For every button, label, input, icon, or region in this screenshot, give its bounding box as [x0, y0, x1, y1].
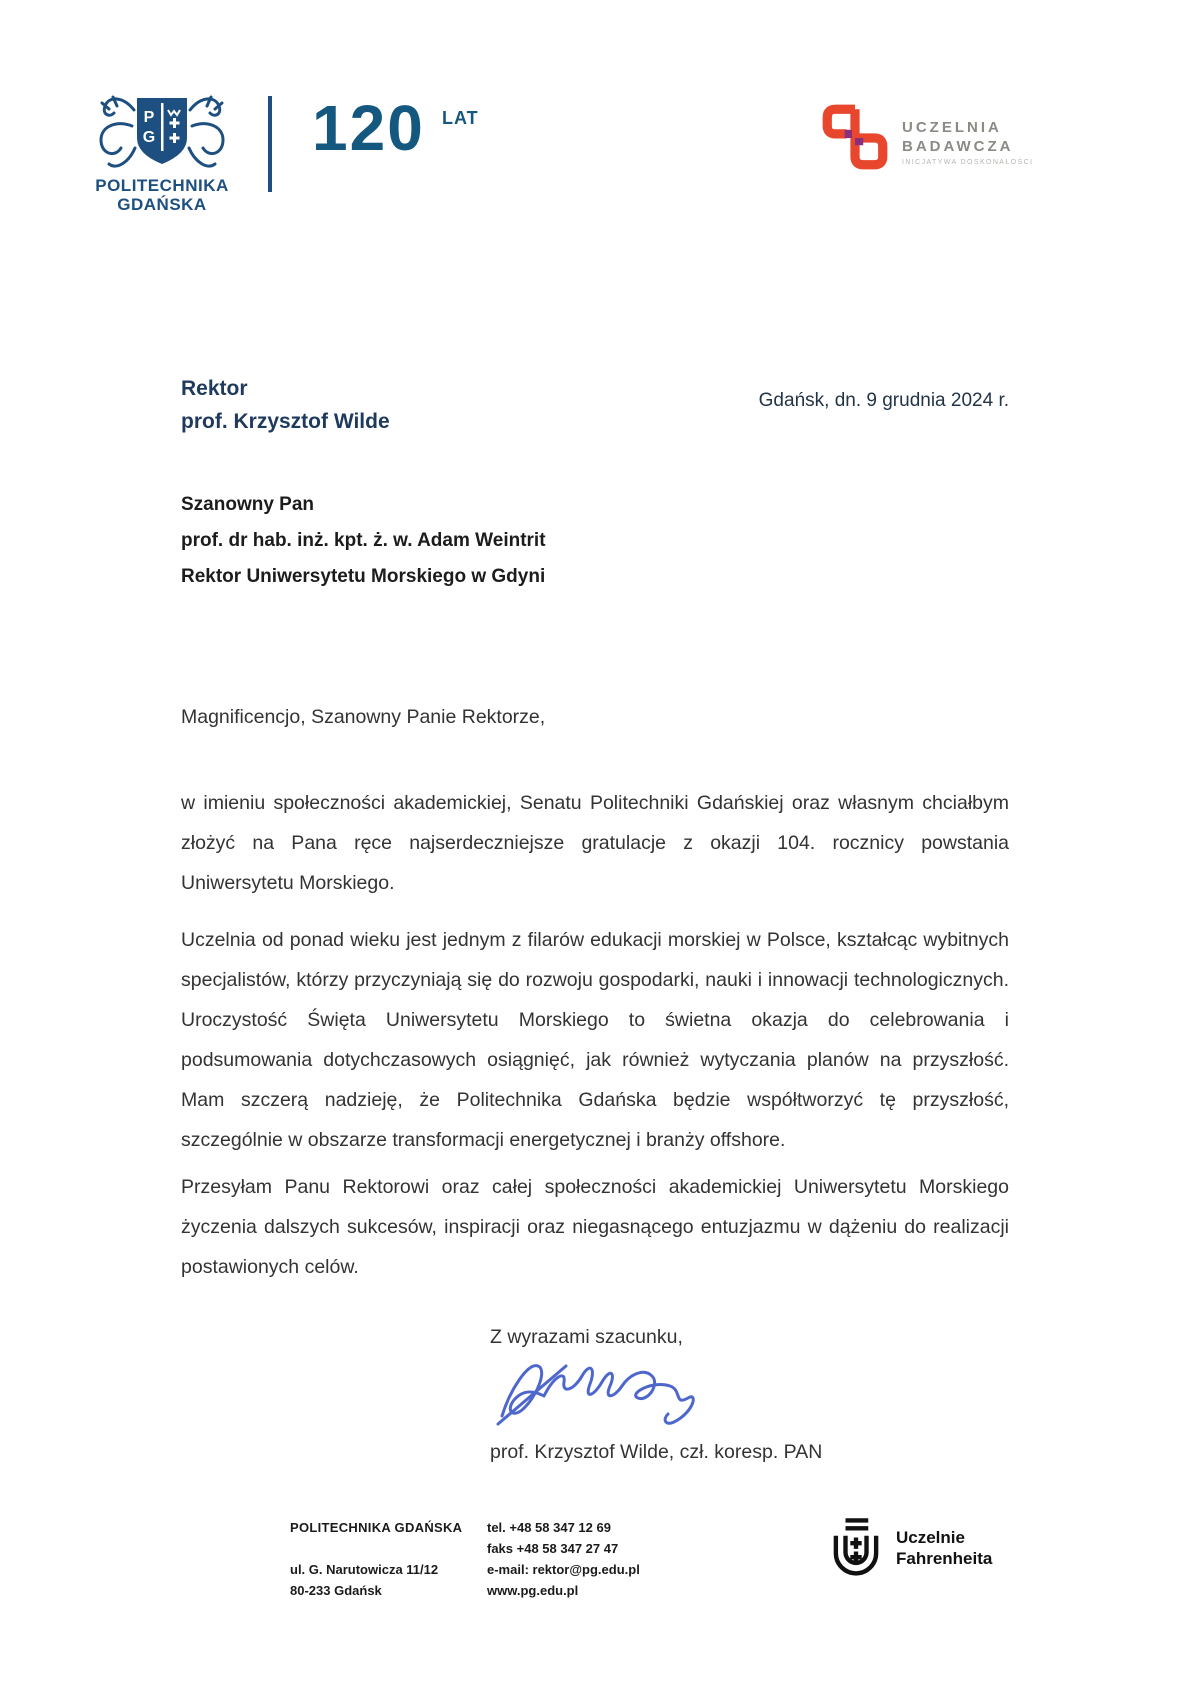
sender-title: Rektor	[181, 377, 248, 400]
svg-text:G: G	[142, 129, 156, 146]
pg-crest-icon	[87, 92, 237, 176]
recipient-block	[181, 487, 546, 595]
sender-block	[181, 372, 390, 438]
anniversary-number: 120	[312, 92, 425, 164]
recipient-title: Rektor Uniwersytetu Morskiego w Gdyni	[181, 566, 546, 587]
uczelnia-badawcza-line1: UCZELNIA	[902, 119, 1002, 136]
recipient-name: prof. dr hab. inż. kpt. ż. w. Adam Weintrit	[181, 530, 546, 551]
signer-name: prof. Krzysztof Wilde, czł. koresp. PAN	[490, 1441, 823, 1463]
footer-phone: tel. +48 58 347 12 69	[487, 1520, 611, 1535]
uczelnia-badawcza-logo	[818, 100, 1033, 174]
pg-wordmark-line1: POLITECHNIKA	[95, 176, 229, 195]
handwritten-signature-icon	[492, 1350, 742, 1440]
closing-phrase: Z wyrazami szacunku,	[490, 1326, 683, 1348]
uczelnia-badawcza-line2: BADAWCZA	[902, 138, 1014, 155]
uczelnie-fahrenheita-icon	[828, 1516, 884, 1580]
header-divider	[268, 96, 272, 192]
footer-org-name: POLITECHNIKA GDAŃSKA	[290, 1520, 463, 1535]
uczelnie-fahrenheita-logo	[828, 1516, 992, 1580]
letter-date: Gdańsk, dn. 9 grudnia 2024 r.	[758, 390, 1009, 411]
recipient-salutation: Szanowny Pan	[181, 494, 315, 515]
footer-website: www.pg.edu.pl	[487, 1583, 579, 1598]
footer-address-line2: 80-233 Gdańsk	[290, 1583, 382, 1598]
pg-wordmark-line2: GDAŃSKA	[117, 195, 207, 214]
footer-address-line1: ul. G. Narutowicza 11/12	[290, 1562, 439, 1577]
uczelnia-badawcza-subtitle: INICJATYWA DOSKONAŁOŚCI	[902, 159, 1034, 166]
greeting-line: Magnificencjo, Szanowny Panie Rektorze,	[181, 706, 546, 728]
footer-email: e-mail: rektor@pg.edu.pl	[487, 1562, 640, 1577]
svg-text:P: P	[143, 109, 155, 126]
body-paragraph-3: Przesyłam Panu Rektorowi oraz całej społeczności akademickiej Uniwersytetu Morskiego życzenia dalszych sukcesów, inspiracji oraz niegasnącego entuzjazmu w dążeniu do realizacji postawionych celów.	[181, 1176, 1009, 1278]
fahrenheit-line2: Fahrenheita	[896, 1549, 993, 1568]
fahrenheit-line1: Uczelnie	[896, 1528, 965, 1547]
politechnika-gdanska-logo	[82, 92, 242, 214]
body-paragraph-1: w imieniu społeczności akademickiej, Senatu Politechniki Gdańskiej oraz własnym chciałbym złożyć na Pana ręce najserdeczniejsze gratulacje z okazji 104. rocznicy powstania Uniwersytetu Morskiego.	[181, 792, 1009, 894]
anniversary-120-lat	[312, 92, 479, 164]
sender-name: prof. Krzysztof Wilde	[181, 410, 390, 433]
anniversary-unit: LAT	[442, 108, 479, 128]
body-paragraph-2: Uczelnia od ponad wieku jest jednym z filarów edukacji morskiej w Polsce, kształcąc wybitnych specjalistów, którzy przyczyniają się do rozwoju gospodarki, nauki i innowacji technologicznych. Uroczystość Święta Uniwersytetu Morskiego to świetna okazja do celebrowania i podsumowania dotychczasowych osiągnięć, jak również wytyczania planów na przyszłość. Mam szczerą nadzieję, że Politechnika Gdańska będzie współtworzyć tę przyszłość, szczególnie w obszarze transformacji energetycznej i branży offshore.	[181, 929, 1009, 1151]
footer-fax: faks +48 58 347 27 47	[487, 1541, 619, 1556]
uczelnia-badawcza-icon	[818, 100, 892, 174]
